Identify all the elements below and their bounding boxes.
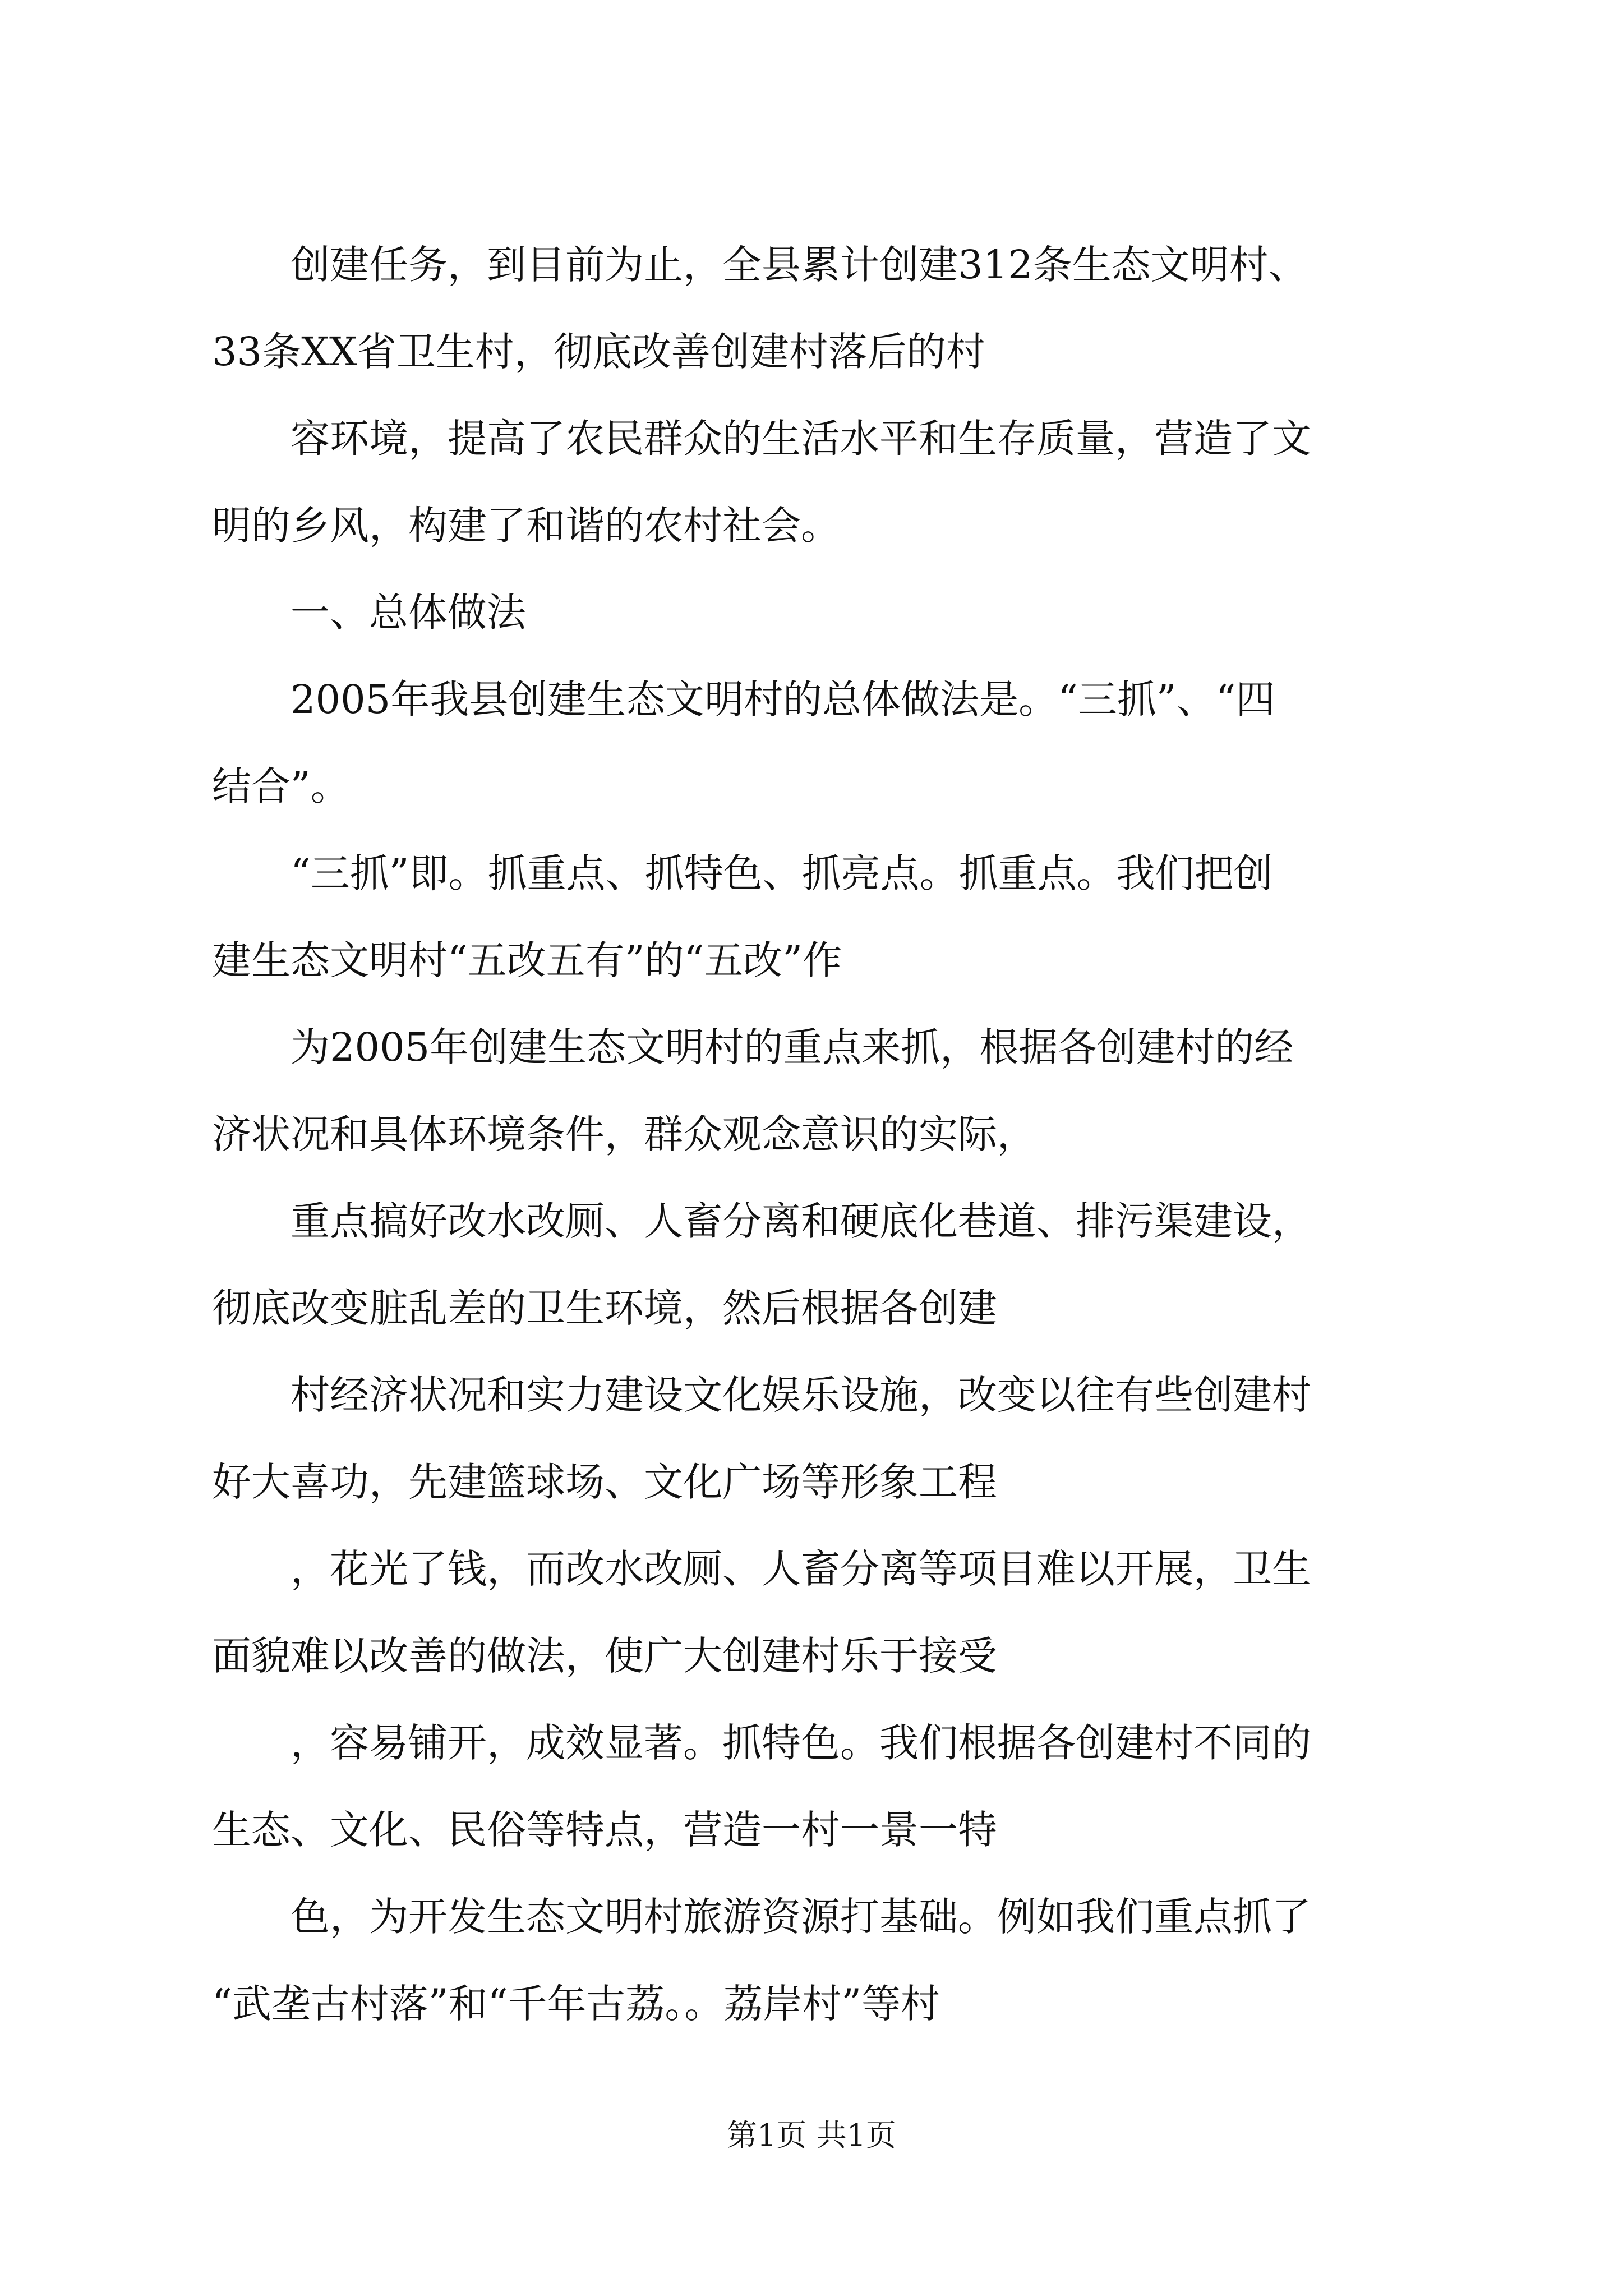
text-line: 明的乡风，构建了和谐的农村社会。 xyxy=(212,503,840,549)
section-heading: 一、总体做法 xyxy=(291,590,526,636)
text-line: 村经济状况和实力建设文化娱乐设施，改变以往有些创建村 xyxy=(291,1372,1311,1418)
text-line: 面貌难以改善的做法，使广大创建村乐于接受 xyxy=(212,1633,997,1679)
text-line: 2005年我县创建生态文明村的总体做法是。“三抓”、“四 xyxy=(291,677,1275,723)
text-line: ，花光了钱，而改水改厕、人畜分离等项目难以开展，卫生 xyxy=(291,1546,1311,1592)
text-line: 为2005年创建生态文明村的重点来抓，根据各创建村的经 xyxy=(291,1024,1294,1070)
text-line: 济状况和具体环境条件，群众观念意识的实际， xyxy=(212,1111,1036,1157)
text-line: 33条XX省卫生村，彻底改善创建村落后的村 xyxy=(212,329,985,375)
page-footer xyxy=(0,2116,1623,2155)
text-line: “三抓”即。抓重点、抓特色、抓亮点。抓重点。我们把创 xyxy=(291,850,1273,896)
text-line: 彻底改变脏乱差的卫生环境，然后根据各创建 xyxy=(212,1285,997,1331)
text-line: 好大喜功，先建篮球场、文化广场等形象工程 xyxy=(212,1459,997,1505)
text-line: 建生态文明村“五改五有”的“五改”作 xyxy=(212,937,842,983)
document-body xyxy=(212,222,1423,2047)
text-line: 色，为开发生态文明村旅游资源打基础。例如我们重点抓了 xyxy=(291,1894,1311,1940)
text-line: 创建任务，到目前为止，全县累计创建312条生态文明村、 xyxy=(291,242,1308,288)
text-line: ，容易铺开，成效显著。抓特色。我们根据各创建村不同的 xyxy=(291,1720,1311,1766)
text-line: 容环境，提高了农民群众的生活水平和生存质量，营造了文 xyxy=(291,416,1311,462)
document-text xyxy=(212,222,1423,2047)
text-line: 结合”。 xyxy=(212,763,350,809)
text-line: 重点搞好改水改厕、人畜分离和硬底化巷道、排污渠建设， xyxy=(291,1198,1311,1244)
text-line: 生态、文化、民俗等特点，营造一村一景一特 xyxy=(212,1807,997,1853)
page-number: 第1页 共1页 xyxy=(727,2118,896,2153)
text-line: “武垄古村落”和“千年古荔。。荔岸村”等村 xyxy=(212,1981,940,2027)
